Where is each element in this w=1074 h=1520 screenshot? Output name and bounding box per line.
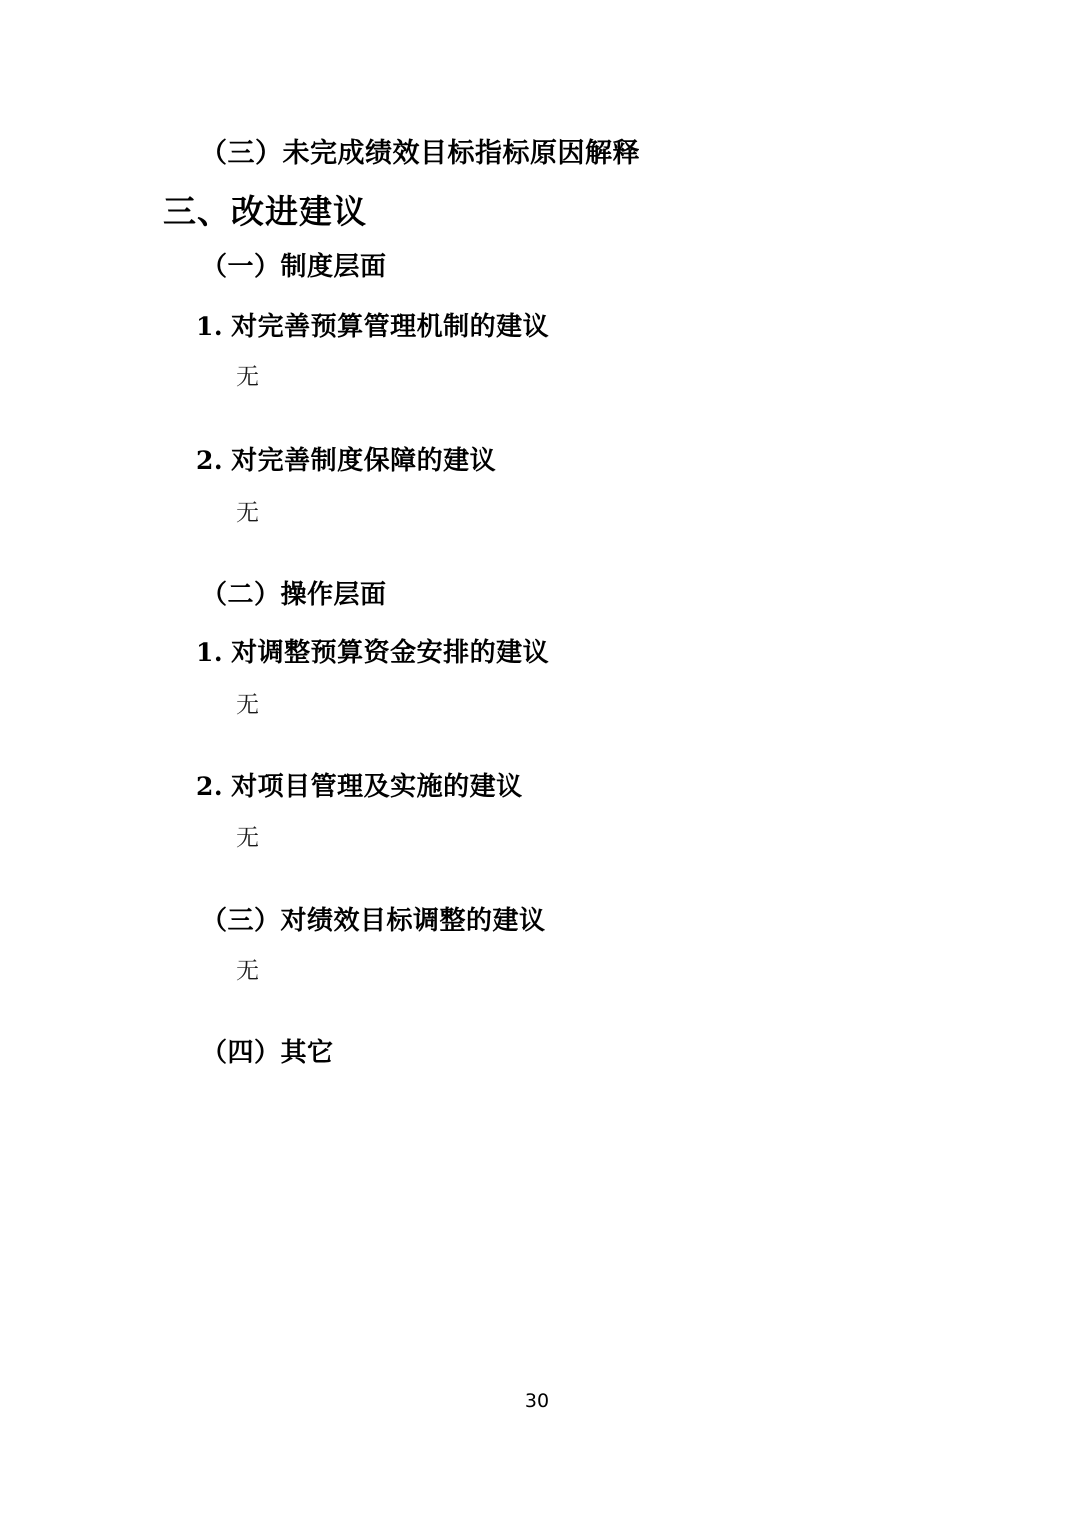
text-block: 无	[236, 825, 259, 851]
list-number: 1.	[196, 312, 224, 341]
text-block: （三）未完成绩效目标指标原因解释	[200, 138, 640, 169]
text-block	[196, 312, 549, 343]
text-block: （四）其它	[201, 1038, 334, 1068]
text-block	[196, 446, 496, 477]
list-number: 2.	[196, 446, 224, 475]
text-block: （三）对绩效目标调整的建议	[201, 906, 546, 936]
text-block	[196, 638, 549, 669]
text-block	[196, 772, 523, 803]
text-block: 无	[236, 692, 259, 718]
text-block: （一）制度层面	[201, 252, 387, 282]
text-block: （二）操作层面	[201, 580, 387, 610]
text-content: 对完善制度保障的建议	[231, 446, 497, 476]
text-block: 无	[236, 364, 259, 390]
page-number: 30	[524, 1390, 550, 1412]
text-content: 对完善预算管理机制的建议	[231, 312, 550, 342]
text-content: 对项目管理及实施的建议	[231, 772, 523, 802]
text-block: 无	[236, 500, 259, 526]
text-block: 无	[236, 958, 259, 984]
list-number: 1.	[196, 638, 224, 667]
text-block: 三、改进建议	[163, 192, 367, 231]
text-content: 对调整预算资金安排的建议	[231, 638, 550, 668]
list-number: 2.	[196, 772, 224, 801]
